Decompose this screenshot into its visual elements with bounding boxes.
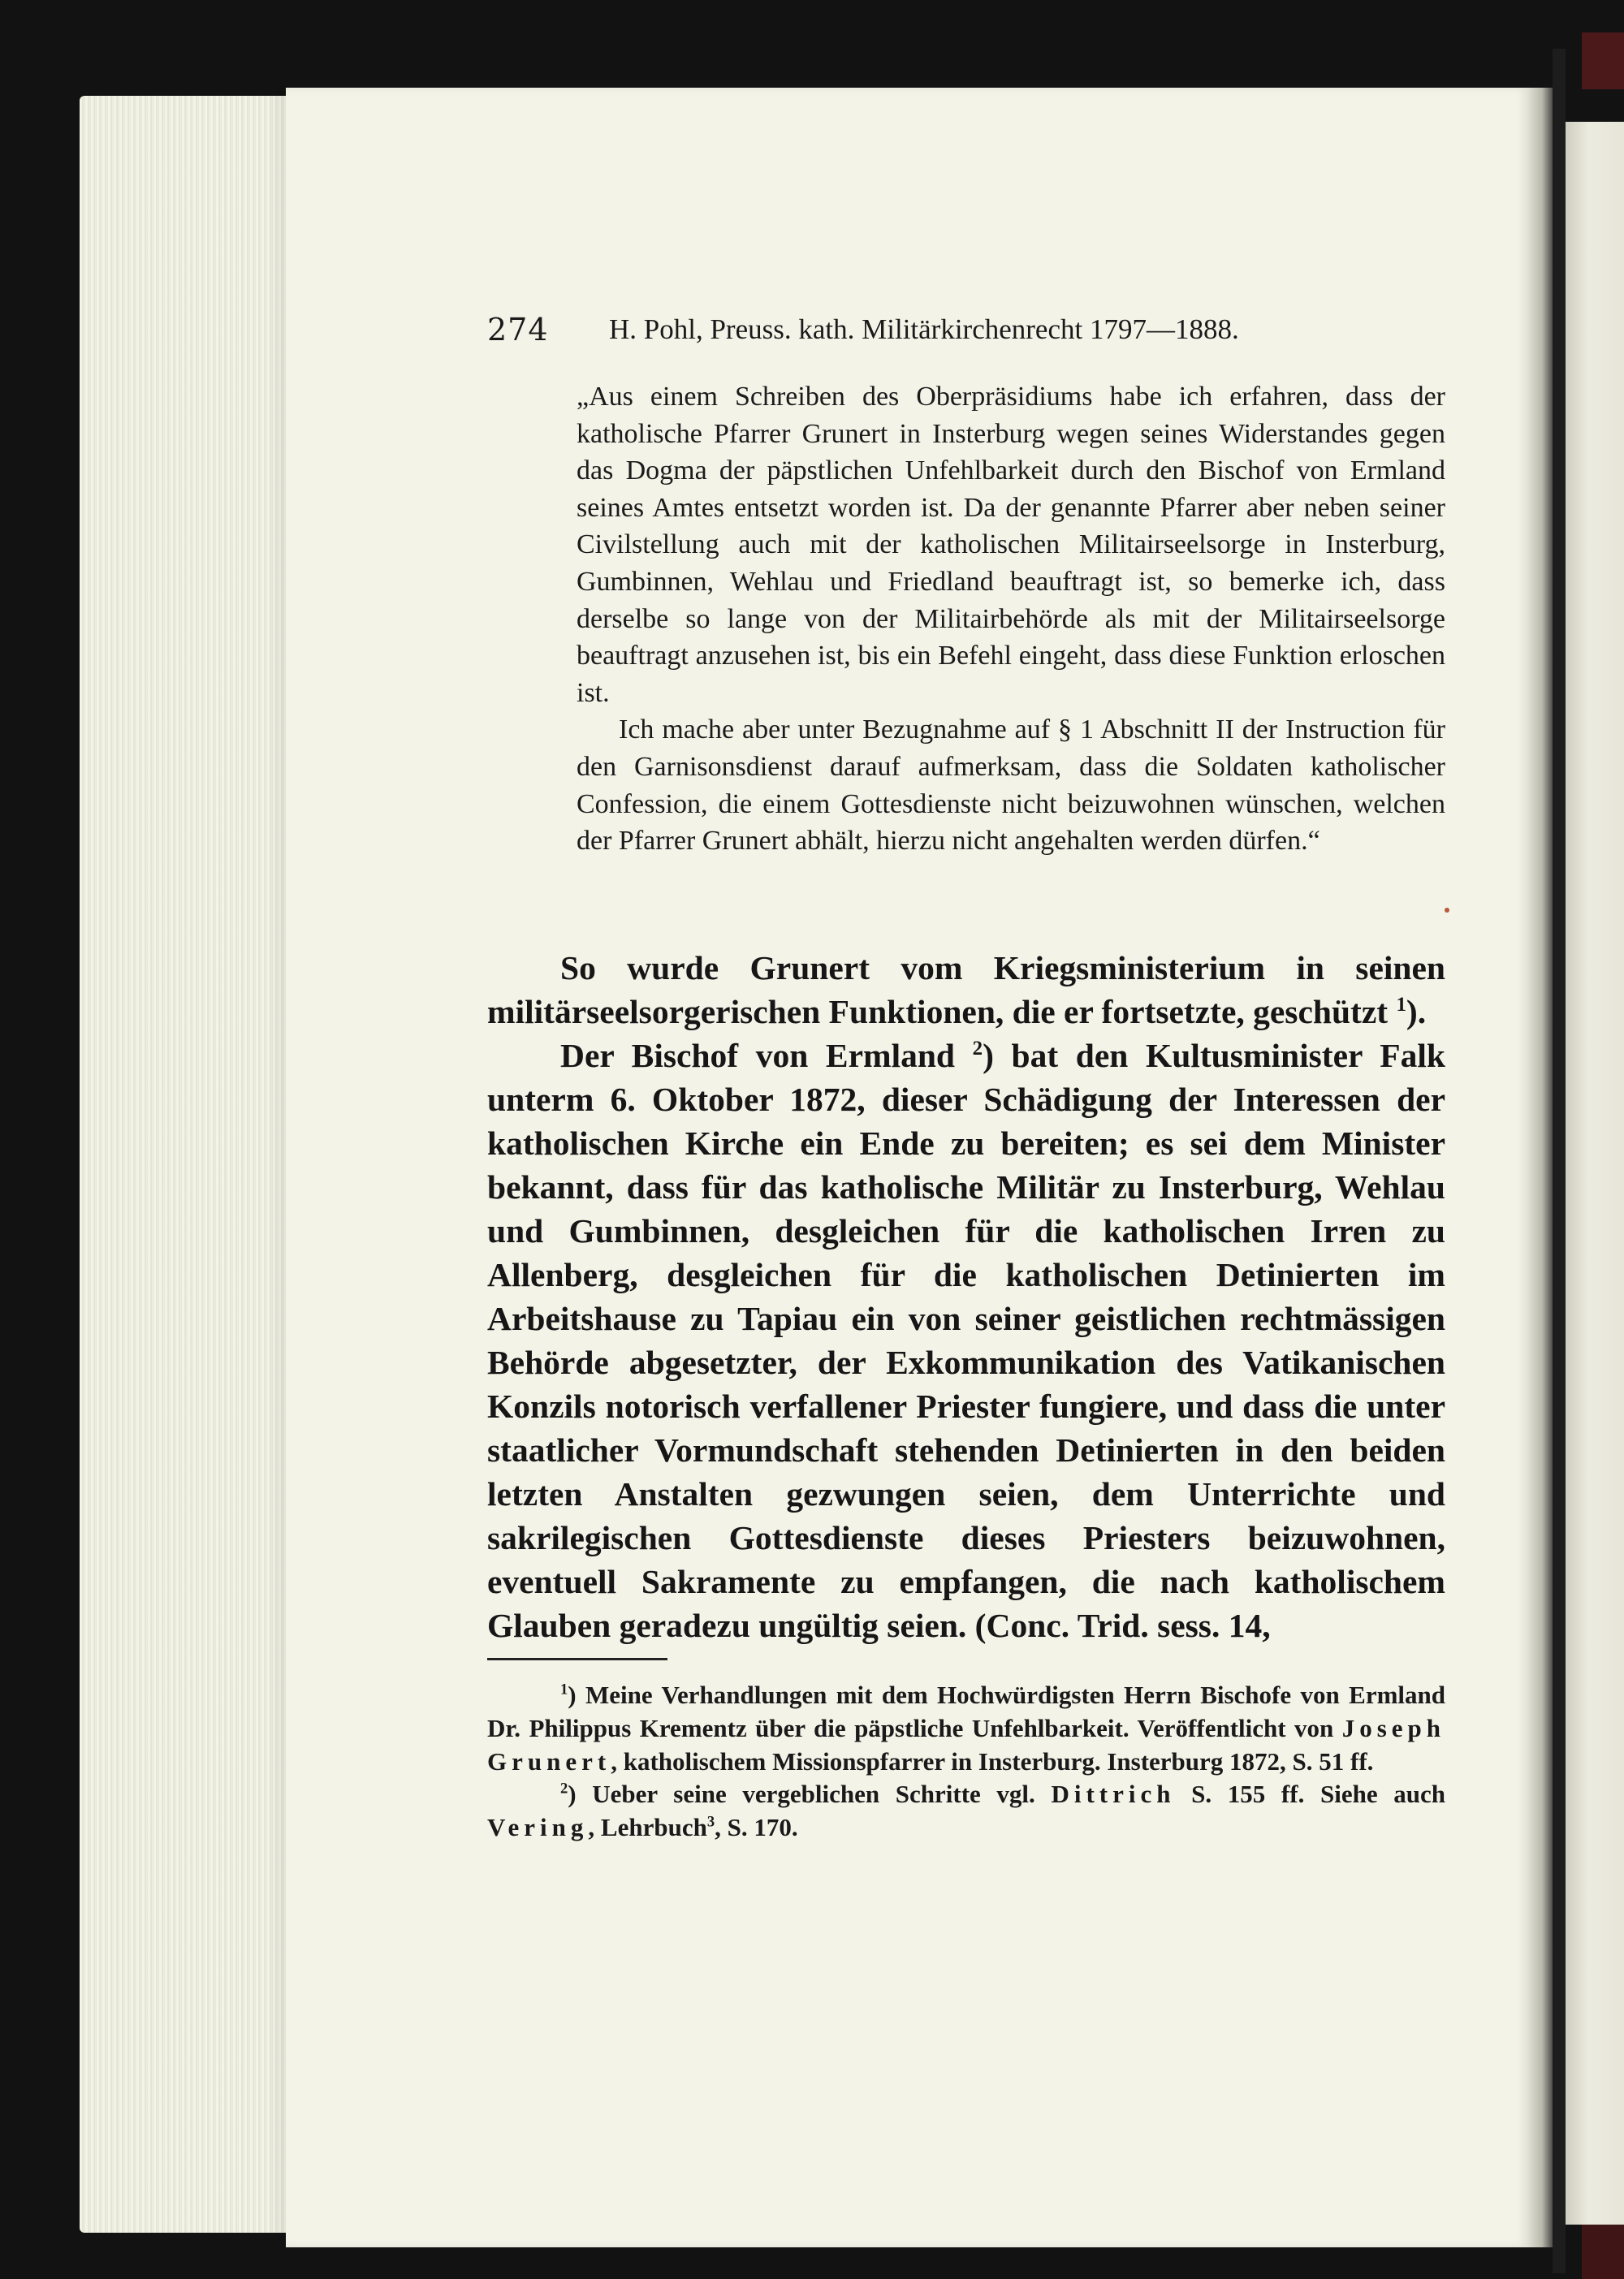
facing-page-edge — [1566, 122, 1624, 2225]
book-cover-edge-top — [1582, 32, 1624, 89]
page-stack-edge — [80, 96, 292, 2233]
footnote-1-text-a: ) Meine Verhandlungen mit dem Hochwürdigsten Herrn Bischofe von Ermland Dr. Philippus Krementz über die päpstliche Unfehlbarkeit. Veröffentlicht von — [487, 1681, 1445, 1742]
footnote-1-mark: 1 — [560, 1681, 568, 1698]
footnote-2-edition: 3 — [706, 1813, 715, 1831]
footnote-ref-2: 2 — [972, 1038, 983, 1060]
footnote-ref-1: 1 — [1396, 994, 1406, 1016]
quote-paragraph-2: Ich mache aber unter Bezugnahme auf § 1 Abschnitt II der Instruction für den Garnisonsdienst darauf aufmerksam, dass die Soldaten katholischer Confession, die einem Gottesdienste nicht beizuwohnen wünschen, welchen der Pfarrer Grunert abhält, hierzu nicht angehalten werden dürfen.“ — [577, 714, 1445, 857]
running-title: H. Pohl, Preuss. kath. Militärkirchenrecht 1797—1888. — [609, 313, 1239, 345]
body-paragraph-2-rest: ) bat den Kultusminister Falk unterm 6. Oktober 1872, dieser Schädigung der Interessen der katholischen Kirche ein Ende zu bereiten; es sei dem Minister bekannt, dass für das katholische Militär zu Insterburg, Wehlau und Gumbinnen, desgleichen für die katholischen Irren zu Allenberg, desgleichen für die katholischen Detinierten im Arbeitshause zu Tapiau ein von seiner geistlichen rechtmässigen Behörde abgesetzter, der Exkommunikation des Vatikanischen Konzils notorisch verfallener Priester fungiere, und dass die unter staatlicher Vormundschaft stehenden Detinierten in den beiden letzten Anstalten gezwungen seien, dem Unterrichte und sakrilegischen Gottesdienste dieses Priesters beizuwohnen, eventuell Sakramente zu empfangen, die nach katholischem Glauben geradezu ungültig seien. (Conc. Trid. sess. 14, — [487, 1037, 1445, 1644]
footnote-2-text-d: , S. 170. — [715, 1813, 798, 1842]
book-cover-edge-bottom — [1582, 2225, 1624, 2279]
body-paragraph-2-start: Der Bischof von Ermland — [560, 1037, 973, 1074]
footnote-2-author-2: Vering — [487, 1813, 589, 1842]
footnotes — [487, 1679, 1445, 1845]
footnote-1-author: Joseph Grunert — [487, 1713, 1445, 1776]
body-paragraph-1-text: So wurde Grunert vom Kriegsministerium in seinen militärseelsorgerischen Funktionen, die er fortsetzte, geschützt — [487, 949, 1445, 1030]
body-paragraph-1 — [487, 946, 1445, 1034]
footnote-2-text-c: , Lehrbuch — [588, 1813, 707, 1842]
footnote-2-author-1: Dittrich — [1051, 1780, 1176, 1809]
footnote-2-text-b: S. 155 ff. Siehe auch — [1175, 1780, 1445, 1809]
footnote-1-text-b: , katholischem Missionspfarrer in Insterburg. Insterburg 1872, S. 51 ff. — [611, 1746, 1374, 1776]
footnote-2-mark: 2 — [560, 1780, 568, 1798]
body-paragraph-2 — [487, 1034, 1445, 1647]
footnote-2-text-a: ) Ueber seine vergeblichen Schritte vgl. — [568, 1780, 1052, 1809]
footnote-divider — [487, 1658, 667, 1660]
footnote-1 — [487, 1679, 1445, 1778]
body-text — [487, 946, 1445, 1647]
gutter-shadow — [1553, 49, 1566, 2273]
running-head — [487, 312, 1445, 352]
quote-paragraph-1: „Aus einem Schreiben des Oberpräsidiums habe ich erfahren, dass der katholische Pfarrer Grunert in Insterburg wegen seines Widerstandes gegen das Dogma der päpstlichen Unfehlbarkeit durch den Bischof von Ermland seines Amtes entsetzt worden ist. Da der genannte Pfarrer aber neben seiner Civilstellung auch mit der katholischen Militairseelsorge in Insterburg, Gumbinnen, Wehlau und Friedland beauftragt ist, so bemerke ich, dass derselbe so lange von der Militairbehörde als mit der Militairseelsorge beauftragt anzusehen ist, bis ein Befehl eingeht, dass diese Funktion erloschen ist. — [577, 382, 1445, 708]
quoted-letter — [577, 378, 1445, 860]
body-paragraph-1-end: ). — [1406, 993, 1427, 1030]
page-number: 274 — [487, 312, 549, 347]
ink-spot — [1445, 908, 1449, 913]
footnote-2 — [487, 1778, 1445, 1845]
